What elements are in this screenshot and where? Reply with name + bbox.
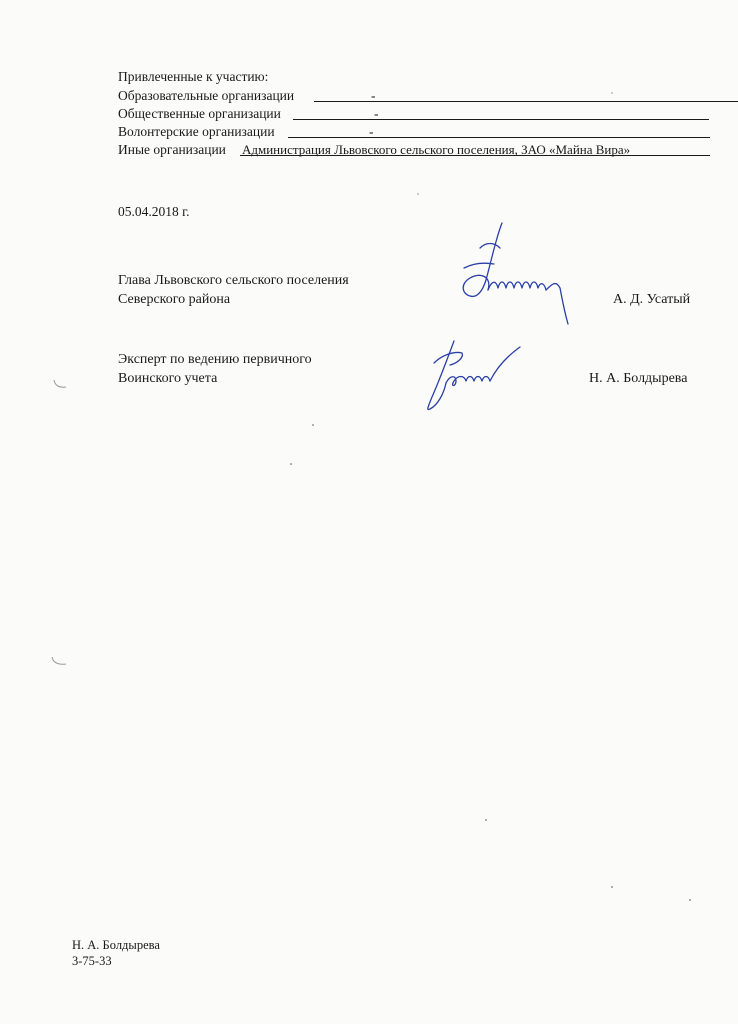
document-date: 05.04.2018 г. — [118, 204, 190, 219]
signatory-title: Воинского учета — [118, 371, 218, 386]
executor-phone: 3-75-33 — [72, 954, 112, 968]
signatory-title: Глава Львовского сельского поселения — [118, 273, 349, 288]
executor-name: Н. А. Болдырева — [72, 938, 160, 952]
participant-value: - — [369, 124, 374, 139]
signatory-name: А. Д. Усатый — [613, 292, 691, 307]
participant-value: - — [371, 88, 376, 103]
signatory-title: Эксперт по ведению первичного — [118, 352, 312, 367]
participant-value: Администрация Львовского сельского поселения, ЗАО «Майна Вира» — [242, 142, 631, 157]
participant-value: - — [374, 106, 379, 121]
signatory-title: Северского района — [118, 292, 231, 307]
participants-heading: Привлеченные к участию: — [118, 69, 269, 84]
participant-label: Общественные организации — [118, 106, 281, 121]
signatory-name: Н. А. Болдырева — [589, 371, 688, 386]
participant-label: Иные организации — [118, 142, 226, 157]
participant-label: Волонтерские организации — [118, 124, 275, 139]
participant-label: Образовательные организации — [118, 88, 295, 103]
